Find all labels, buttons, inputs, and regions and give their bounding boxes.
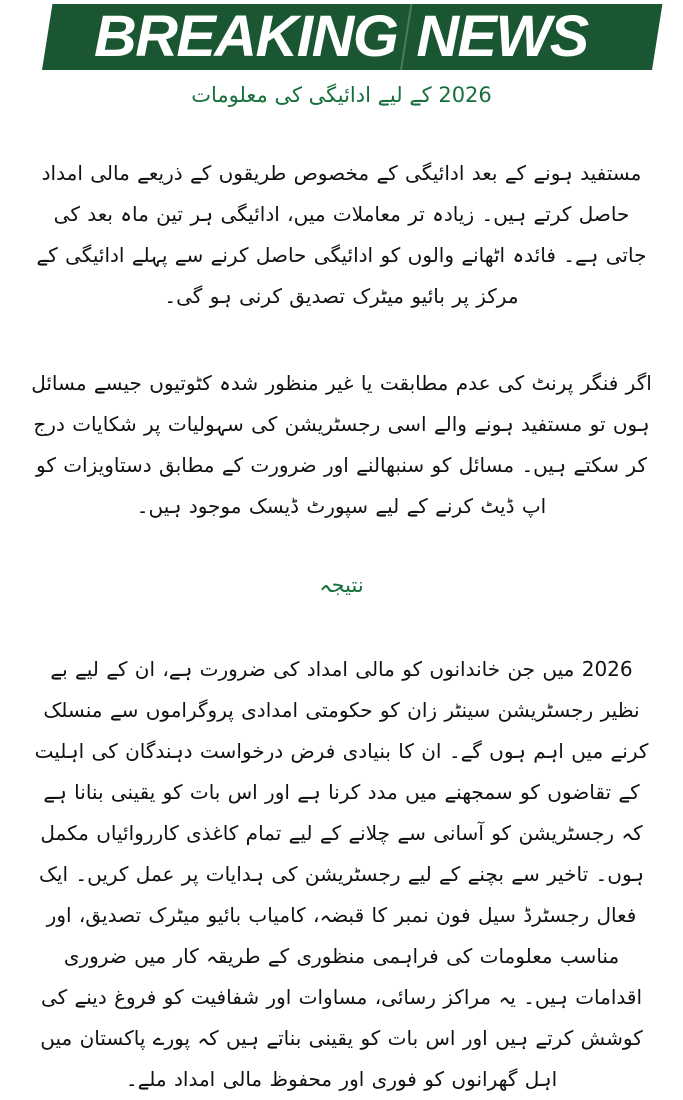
breaking-news-banner — [0, 0, 683, 76]
banner-background-shape — [42, 4, 662, 70]
banner-word-breaking: BREAKING — [93, 4, 398, 69]
article-body — [0, 153, 683, 1100]
article-conclusion-paragraph: 2026 میں جن خاندانوں کو مالی امداد کی ضرورت ہے، ان کے لیے بے نظیر رجسٹریشن سینٹر زان کو حکومتی امدادی پروگراموں سے منسلک کرنے میں اہم ہوں گے۔ ان کا بنیادی فرض درخواست دہندگان کی اہلیت کے تقاضوں کو سمجھنے میں مدد کرنا ہے اور اس بات کو یقینی بنانا ہے کہ رجسٹریشن کو آسانی سے چلانے کے لیے تمام کاغذی کارروائیاں مکمل ہوں۔ تاخیر سے بچنے کے لیے رجسٹریشن کی ہدایات پر عمل کریں۔ ایک فعال رجسٹرڈ سیل فون نمبر کا قبضہ، کامیاب بائیو میٹرک تصدیق، اور مناسب معلومات کی فراہمی منظوری کے طریقہ کار میں ضروری اقدامات ہیں۔ یہ مراکز رسائی، مساوات اور شفافیت کو فروغ دینے کی کوشش کرتے ہیں اور اس بات کو یقینی بناتے ہیں کہ پورے پاکستان میں اہل گھرانوں کو فوری اور محفوظ مالی امداد ملے۔ — [34, 657, 649, 1092]
article-paragraph-2: اگر فنگر پرنٹ کی عدم مطابقت یا غیر منظور شدہ کٹوتیوں جیسے مسائل ہوں تو مستفید ہونے والے اسی رجسٹریشن کی سہولیات پر شکایات درج کر سکتے ہیں۔ مسائل کو سنبھالنے اور ضرورت کے مطابق دستاویزات کو اپ ڈیٹ کرنے کے لیے سپورٹ ڈیسک موجود ہیں۔ — [31, 371, 652, 519]
section-heading-conclusion: نتیجہ — [319, 573, 364, 598]
article-paragraph-1: مستفید ہونے کے بعد ادائیگی کے مخصوص طریقوں کے ذریعے مالی امداد حاصل کرتے ہیں۔ زیادہ تر معاملات میں، ادائیگی ہر تین ماہ بعد کی جاتی ہے۔ فائدہ اٹھانے والوں کو ادائیگی حاصل کرنے سے پہلے ادائیگی کے مرکز پر بائیو میٹرک تصدیق کرنی ہو گی۔ — [36, 161, 647, 309]
page-subtitle: 2026 کے لیے ادائیگی کی معلومات — [191, 83, 492, 107]
banner-word-news: NEWS — [416, 4, 588, 69]
